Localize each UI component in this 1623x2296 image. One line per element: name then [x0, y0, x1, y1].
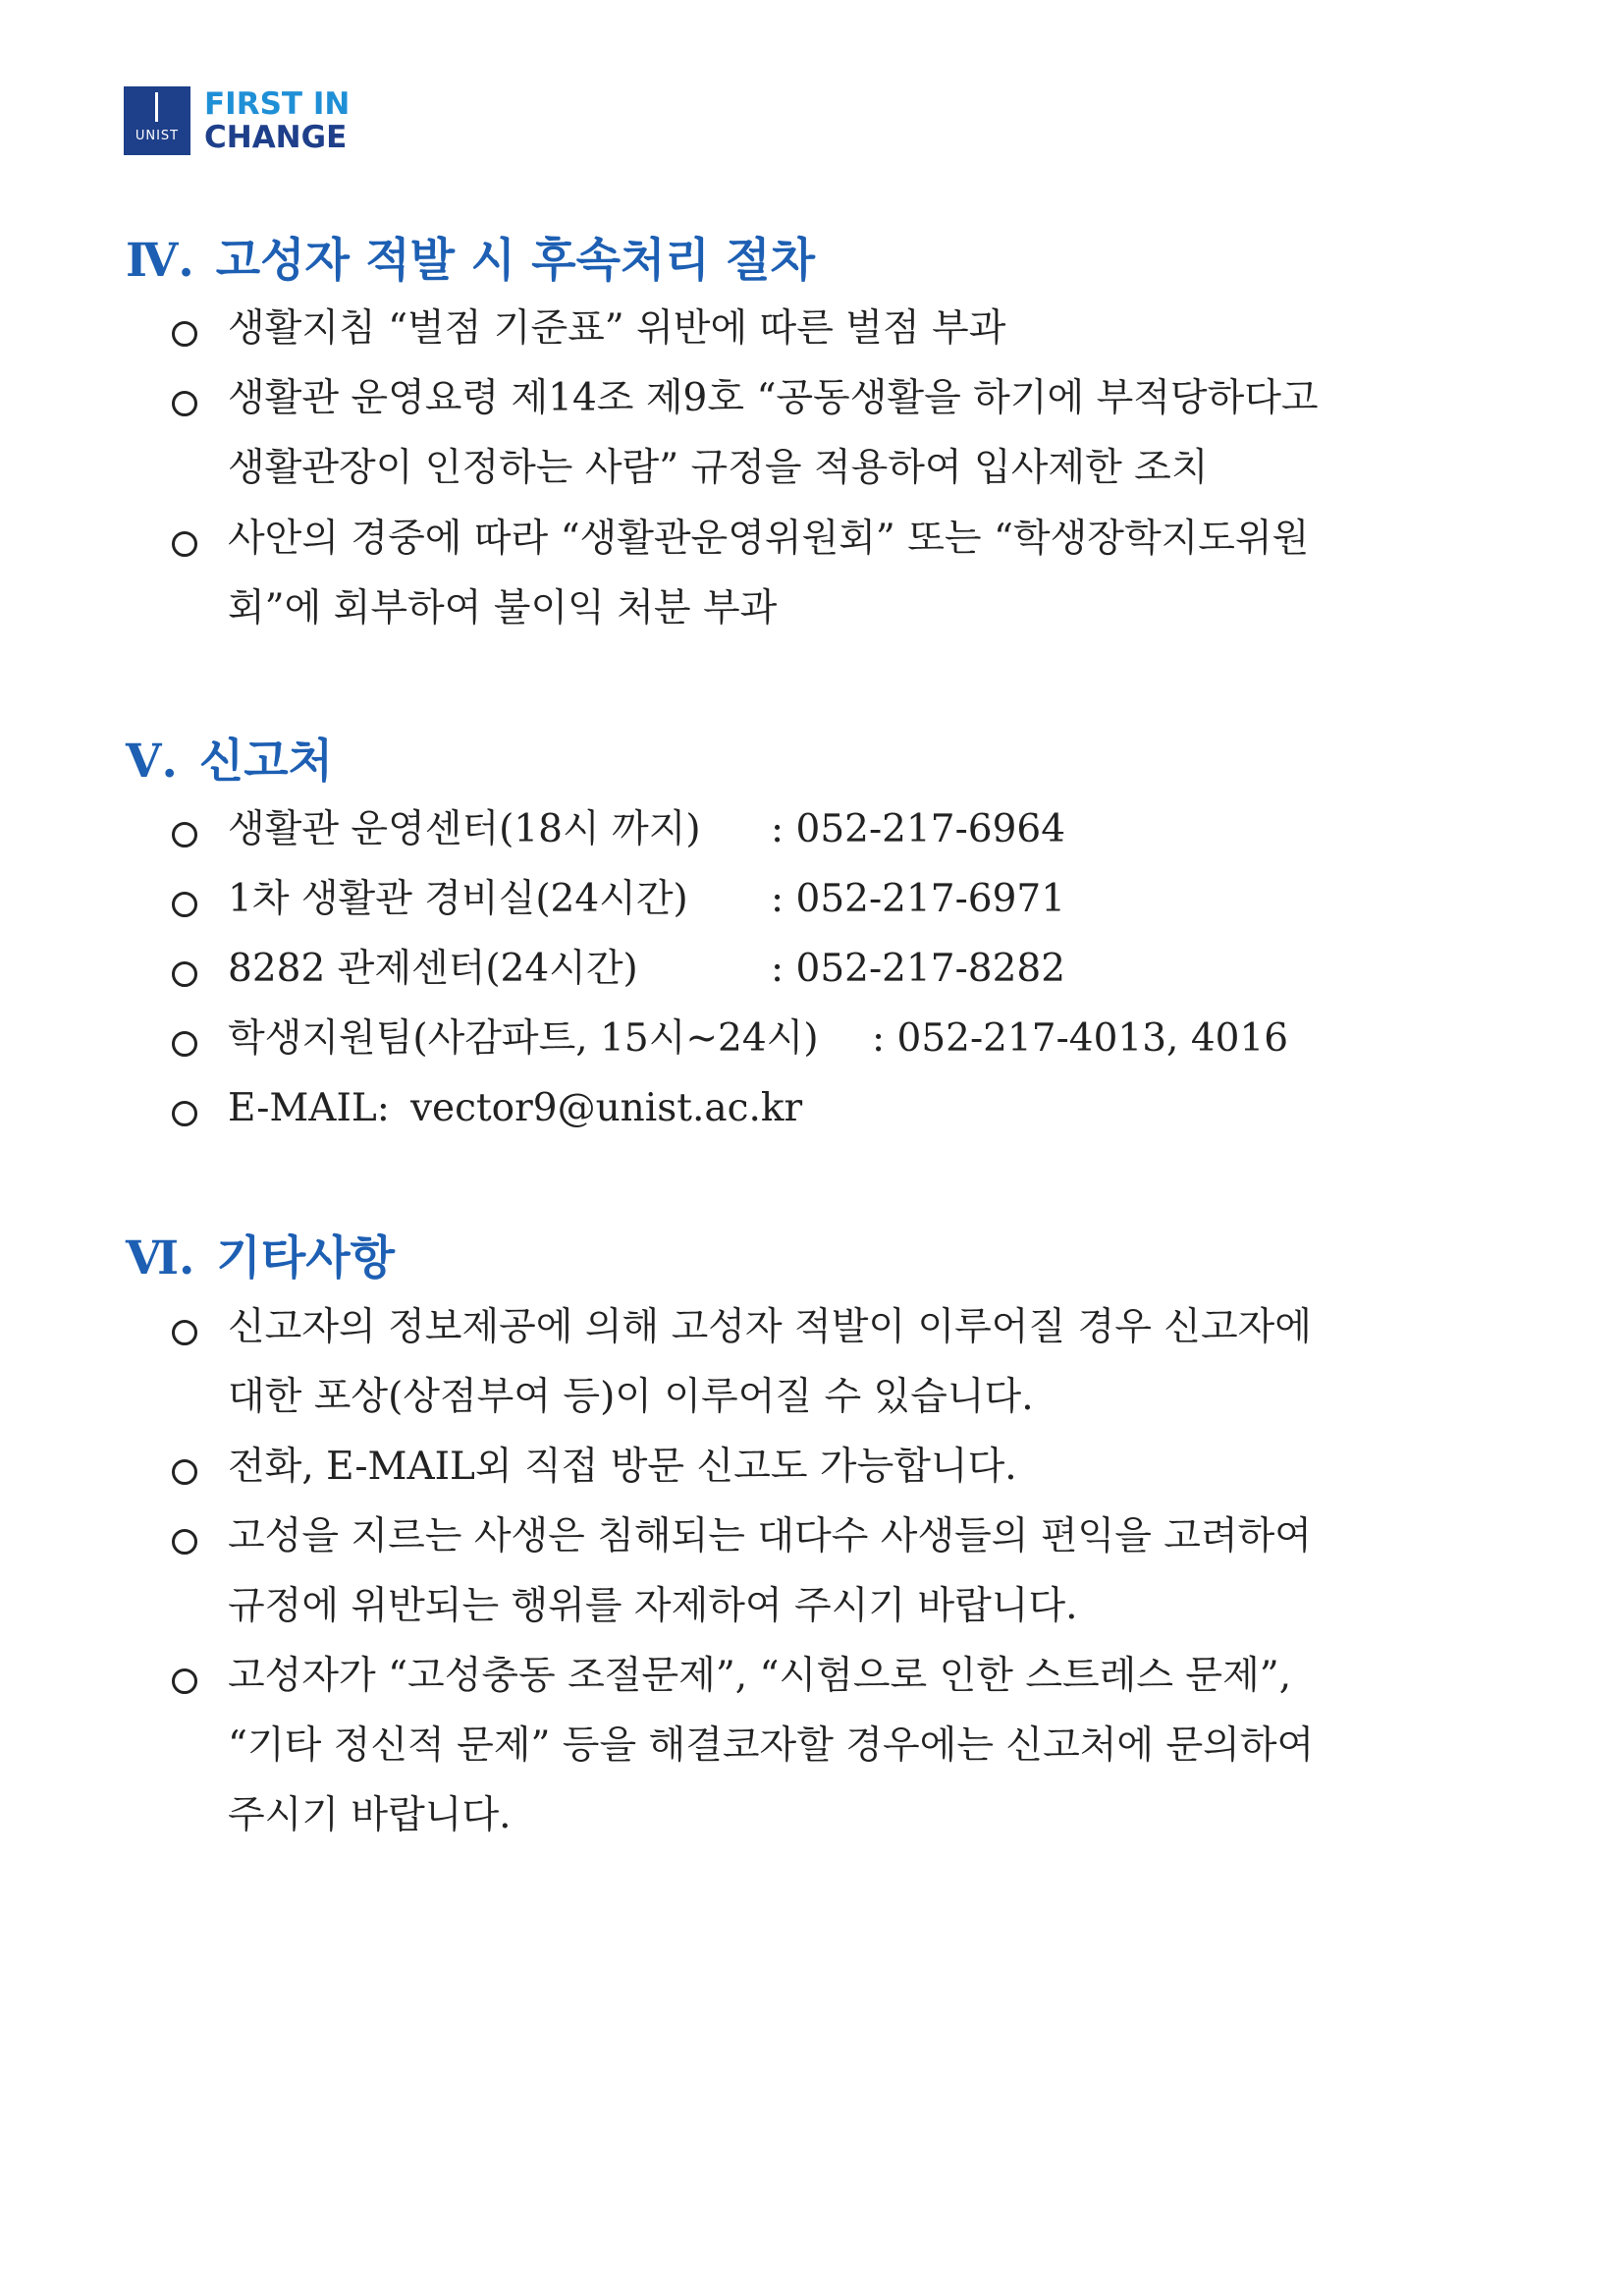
circle-bullet-icon — [172, 1320, 197, 1345]
contact-value: : 052-217-6964 — [771, 807, 1066, 851]
contact-label: E-MAIL: — [228, 1086, 390, 1130]
contact-value: : 052-217-8282 — [771, 947, 1066, 991]
section-heading — [126, 725, 333, 791]
contact-label: 1차 생활관 경비실(24시간) — [228, 877, 688, 921]
logo-slogan-line1: FIRST IN — [204, 86, 351, 122]
contact-value: : 052-217-6971 — [771, 877, 1066, 921]
circle-bullet-icon — [172, 321, 197, 347]
logo-slogan — [204, 87, 350, 154]
circle-bullet-icon — [172, 822, 197, 847]
contact-label: 학생지원팀(사감파트, 15시~24시) — [228, 1016, 819, 1061]
circle-bullet-icon — [172, 961, 197, 987]
section-number: Ⅴ. — [126, 735, 178, 789]
circle-bullet-icon — [172, 1101, 197, 1126]
item-text-line: 신고자의 정보제공에 의해 고성자 적발이 이루어질 경우 신고자에 — [228, 1305, 1312, 1349]
logo-slogan-line2: CHANGE — [204, 120, 348, 155]
item-text-line: 주시기 바랍니다. — [228, 1793, 512, 1837]
section-title: 신고처 — [198, 735, 334, 789]
item-text-line: 생활지침 “벌점 기준표” 위반에 따른 벌점 부과 — [228, 306, 1006, 351]
section-number: Ⅳ. — [126, 234, 194, 288]
section-number: Ⅵ. — [126, 1231, 195, 1285]
unist-logo — [124, 84, 350, 157]
item-text-line: 생활관 운영요령 제14조 제9호 “공동생활을 하기에 부적당하다고 — [228, 376, 1319, 420]
item-text-line: 회”에 회부하여 불이익 처분 부과 — [228, 586, 778, 630]
item-text-line: 고성자가 “고성충동 조절문제”, “시험으로 인한 스트레스 문제”, — [228, 1654, 1292, 1698]
item-text-line: 전화, E-MAIL외 직접 방문 신고도 가능합니다. — [228, 1445, 1017, 1489]
circle-bullet-icon — [172, 1668, 197, 1694]
section-heading — [126, 224, 815, 290]
item-text-line: 생활관장이 인정하는 사람” 규정을 적용하여 입사제한 조치 — [228, 446, 1209, 490]
item-text-line: “기타 정신적 문제” 등을 해결코자할 경우에는 신고처에 문의하여 — [228, 1723, 1315, 1768]
circle-bullet-icon — [172, 1529, 197, 1555]
contact-value: : 052-217-4013, 4016 — [872, 1016, 1289, 1061]
section-title: 고성자 적발 시 후속처리 절차 — [215, 234, 815, 288]
circle-bullet-icon — [172, 1459, 197, 1485]
contact-label: 8282 관제센터(24시간) — [228, 947, 638, 991]
circle-bullet-icon — [172, 1031, 197, 1057]
circle-bullet-icon — [172, 531, 197, 557]
logo-badge-text: UNIST — [135, 129, 180, 143]
item-text-line: 규정에 위반되는 행위를 자제하여 주시기 바랍니다. — [228, 1584, 1078, 1628]
item-text-line: 대한 포상(상점부여 등)이 이루어질 수 있습니다. — [228, 1375, 1034, 1419]
contact-label: 생활관 운영센터(18시 까지) — [228, 807, 701, 851]
circle-bullet-icon — [172, 892, 197, 917]
contact-email-link[interactable]: vector9@unist.ac.kr — [410, 1086, 803, 1130]
section-heading — [126, 1222, 395, 1287]
section-title: 기타사항 — [216, 1231, 396, 1285]
circle-bullet-icon — [172, 391, 197, 416]
item-text-line: 고성을 지르는 사생은 침해되는 대다수 사생들의 편익을 고려하여 — [228, 1514, 1312, 1558]
item-text-line: 사안의 경중에 따라 “생활관운영위원회” 또는 “학생장학지도위원 — [228, 517, 1310, 561]
unist-logo-badge — [124, 86, 190, 155]
